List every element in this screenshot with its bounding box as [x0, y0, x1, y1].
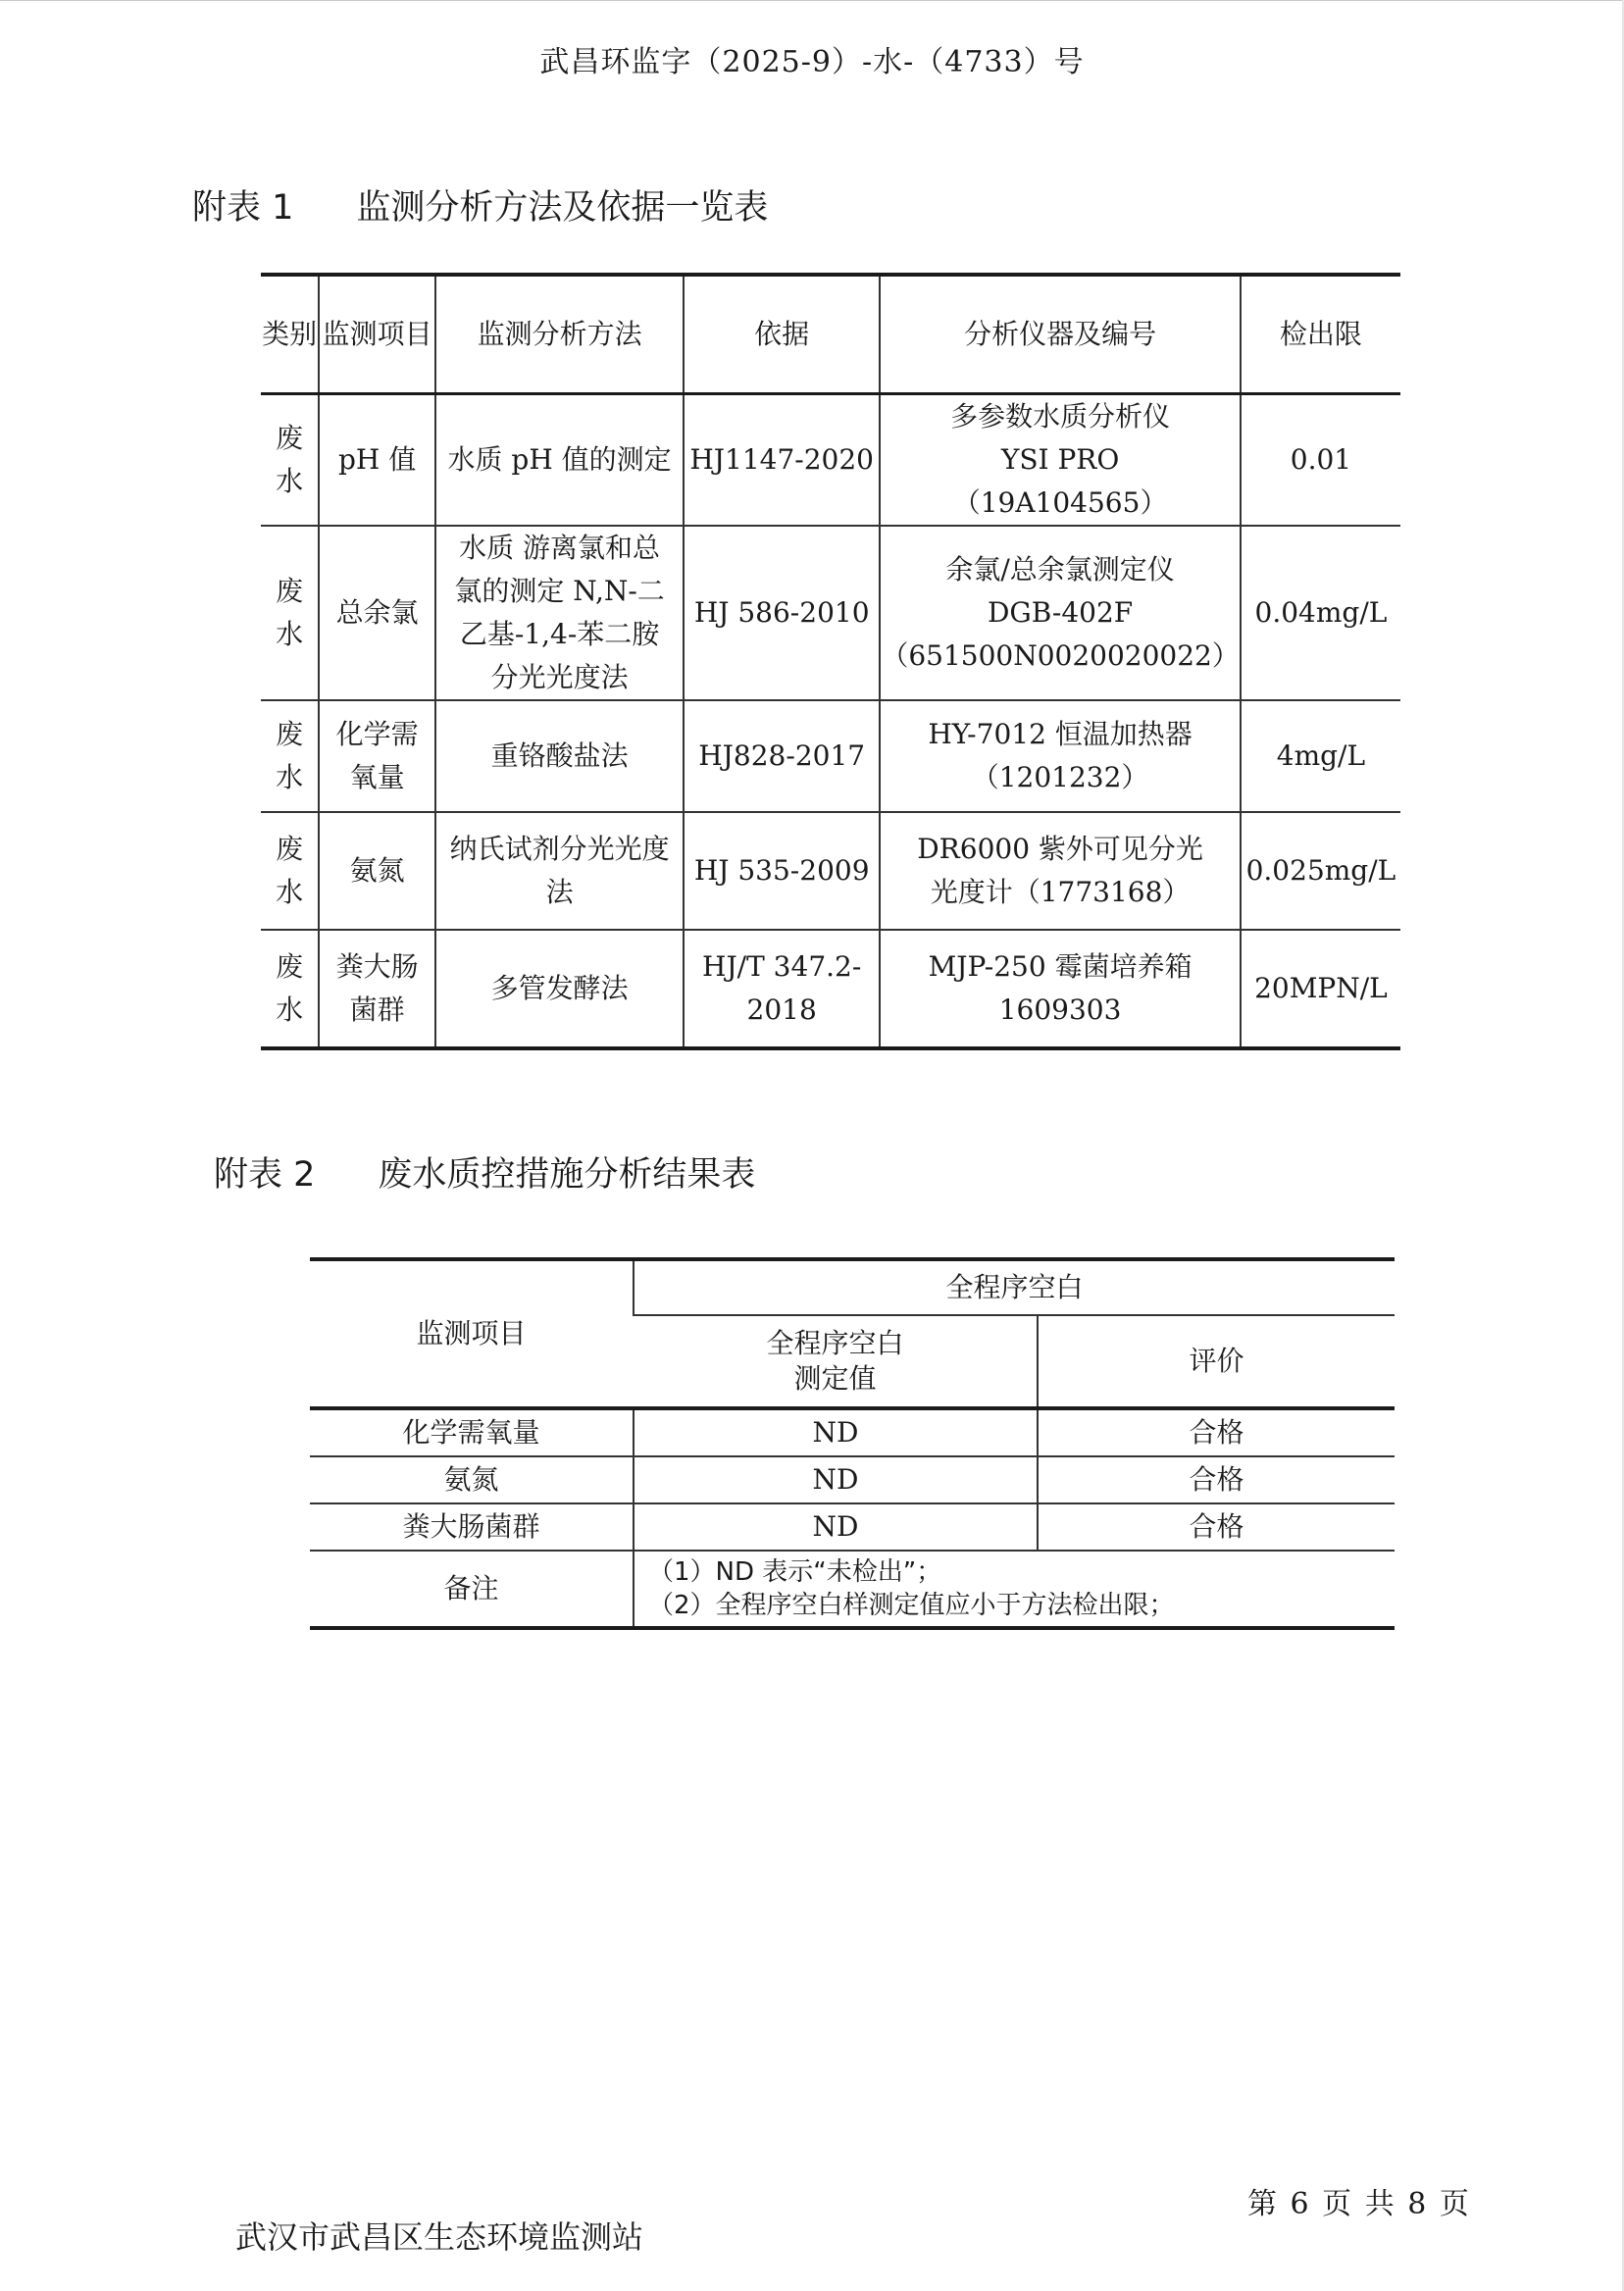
basis-cell: HJ 586-2010 — [684, 526, 880, 700]
evaluation-cell: 合格 — [1038, 1503, 1395, 1551]
remarks-text: （1）ND 表示“未检出”； （2）全程序空白样测定值应小于方法检出限； — [634, 1551, 1395, 1628]
qc-results-table — [310, 1257, 1395, 1630]
category-cell: 废 水 — [261, 812, 319, 930]
evaluation-cell: 合格 — [1038, 1408, 1395, 1456]
col-header-item: 监测项目 — [319, 275, 435, 394]
limit-cell: 0.01 — [1241, 394, 1400, 527]
instrument-cell: HY-7012 恒温加热器 （1201232） — [880, 700, 1241, 812]
value-cell: ND — [634, 1408, 1038, 1456]
table-row — [310, 1503, 1395, 1551]
document-number: 武昌环监字（2025-9）-水-（4733）号 — [539, 45, 1085, 79]
basis-cell: HJ1147-2020 — [684, 394, 880, 527]
limit-cell: 20MPN/L — [1241, 930, 1400, 1048]
footer-organization: 武汉市武昌区生态环境监测站 — [235, 2218, 644, 2256]
table1-label: 附表 1 — [192, 188, 294, 228]
item-cell: 粪大肠菌群 — [310, 1503, 634, 1551]
limit-cell: 0.04mg/L — [1241, 526, 1400, 700]
item-cell: pH 值 — [319, 394, 435, 527]
category-cell: 废 水 — [261, 930, 319, 1048]
category-cell: 废 水 — [261, 526, 319, 700]
remarks-row — [310, 1551, 1395, 1628]
item-cell: 粪大肠 菌群 — [319, 930, 435, 1048]
col-header-instrument: 分析仪器及编号 — [880, 275, 1241, 394]
evaluation-cell: 合格 — [1038, 1456, 1395, 1503]
table2-title: 废水质控措施分析结果表 — [378, 1155, 756, 1195]
item-cell: 化学需 氧量 — [319, 700, 435, 812]
category-cell: 废 水 — [261, 700, 319, 812]
item-cell: 总余氯 — [319, 526, 435, 700]
method-cell: 水质 pH 值的测定 — [435, 394, 684, 527]
basis-cell: HJ828-2017 — [684, 700, 880, 812]
col-header-basis: 依据 — [684, 275, 880, 394]
method-cell: 多管发酵法 — [435, 930, 684, 1048]
table-row — [261, 700, 1400, 812]
page-top-edge — [0, 0, 1624, 1]
value-cell: ND — [634, 1456, 1038, 1503]
table-row — [261, 930, 1400, 1048]
basis-cell: HJ 535-2009 — [684, 812, 880, 930]
basis-cell: HJ/T 347.2- 2018 — [684, 930, 880, 1048]
item-cell: 化学需氧量 — [310, 1408, 634, 1456]
table2-label: 附表 2 — [214, 1155, 316, 1195]
instrument-cell: MJP-250 霉菌培养箱 1609303 — [880, 930, 1241, 1048]
table-row — [310, 1408, 1395, 1456]
table-row — [261, 394, 1400, 527]
col-header-method: 监测分析方法 — [435, 275, 684, 394]
col-header-limit: 检出限 — [1241, 275, 1400, 394]
limit-cell: 4mg/L — [1241, 700, 1400, 812]
col-header-item: 监测项目 — [310, 1259, 634, 1408]
limit-cell: 0.025mg/L — [1241, 812, 1400, 930]
method-cell: 纳氏试剂分光光度 法 — [435, 812, 684, 930]
footer-page-number: 第 6 页 共 8 页 — [1247, 2187, 1471, 2221]
value-cell: ND — [634, 1503, 1038, 1551]
table1-header-row — [261, 275, 1400, 394]
group-header-blank: 全程序空白 — [634, 1259, 1395, 1315]
method-cell: 水质 游离氯和总 氯的测定 N,N-二 乙基-1,4-苯二胺 分光光度法 — [435, 526, 684, 700]
category-cell: 废 水 — [261, 394, 319, 527]
item-cell: 氨氮 — [319, 812, 435, 930]
table-row — [261, 812, 1400, 930]
table2-heading — [214, 1147, 755, 1196]
table1-heading — [192, 180, 768, 229]
instrument-cell: 余氯/总余氯测定仪 DGB-402F （651500N0020020022） — [880, 526, 1241, 700]
table-row — [310, 1456, 1395, 1503]
table-row — [261, 526, 1400, 700]
col-header-category: 类别 — [261, 275, 319, 394]
instrument-cell: DR6000 紫外可见分光 光度计（1773168） — [880, 812, 1241, 930]
table1-title: 监测分析方法及依据一览表 — [356, 188, 769, 228]
col-header-evaluation: 评价 — [1038, 1315, 1395, 1408]
remarks-label: 备注 — [443, 1572, 499, 1604]
method-cell: 重铬酸盐法 — [435, 700, 684, 812]
col-header-blank-value: 全程序空白 测定值 — [634, 1315, 1038, 1408]
item-cell: 氨氮 — [310, 1456, 634, 1503]
methods-table — [261, 273, 1400, 1050]
instrument-cell: 多参数水质分析仪 YSI PRO （19A104565） — [880, 394, 1241, 527]
